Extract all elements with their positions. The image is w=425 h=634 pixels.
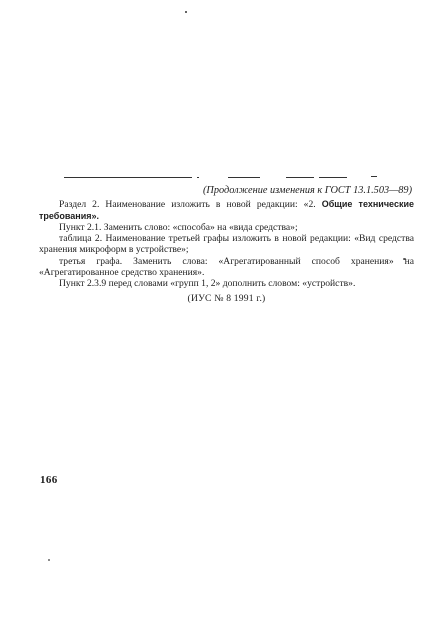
rule-segment	[319, 177, 347, 178]
bold-title: Общие технические требования».	[39, 199, 414, 221]
paragraph-section-2	[39, 199, 414, 222]
paragraph-text: таблица 2. Наименование третьей графы изложить в новой редакции: «Вид средства хранения микроформ в устройстве»;	[39, 233, 414, 256]
paragraph-item-2-1	[39, 222, 414, 233]
paragraph-third-column	[39, 256, 414, 279]
paragraph-text: Пункт 2.1. Заменить слово: «способа» на «вида средства»;	[59, 221, 298, 233]
scan-speck	[185, 11, 187, 13]
rule-segment	[371, 176, 377, 177]
paragraph-text: третья графа. Заменить слова: «Агрегатированный способ хранения» на «Агрегатированное средство хранения».	[39, 255, 414, 279]
rule-segment	[64, 177, 192, 178]
continuation-heading: (Продолжение изменения к ГОСТ 13.1.503—89)	[202, 185, 412, 196]
amendment-text	[39, 185, 414, 304]
paragraph-item-2-3-9	[39, 278, 414, 289]
ius-reference: (ИУС № 8 1991 г.)	[187, 292, 266, 304]
scan-speck	[48, 559, 50, 561]
rule-segment	[228, 177, 260, 178]
rule-segment	[286, 177, 314, 178]
paragraph-text: Пункт 2.3.9 перед словами «групп 1, 2» дополнить словом: «устройств».	[59, 278, 356, 290]
rule-segment	[197, 177, 199, 178]
paragraph-table-2	[39, 233, 414, 256]
paragraph-text: Раздел 2. Наименование изложить в новой редакции: «2.	[59, 199, 322, 211]
page-number: 166	[40, 474, 58, 486]
